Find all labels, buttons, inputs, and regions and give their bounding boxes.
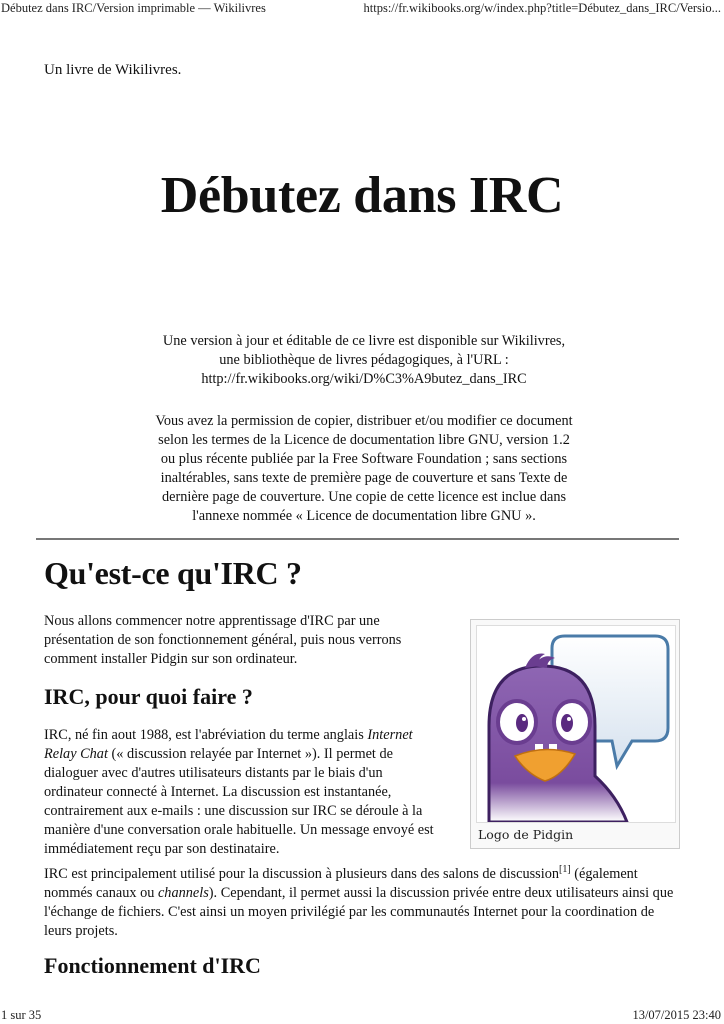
notice-line: une bibliothèque de livres pédagogiques, à l'URL :	[219, 352, 509, 368]
pidgin-logo-icon	[477, 626, 675, 822]
notice-line: Une version à jour et éditable de ce livre est disponible sur Wikilivres,	[162, 333, 566, 349]
figure-caption: Logo de Pidgin	[478, 827, 574, 842]
definition-text: (« discussion relayée par Internet »). Il permet de dialoguer avec d'autres utilisateurs distants par le biais d'un ordinateur connecté à Internet. La discussion est instantanée, contrairement aux e-mails : une discussion sur IRC se déroule à la manière d'une conversation orale habituelle. Un message envoyé est immédiatement reçu par son destinataire.	[44, 746, 434, 857]
usage-text: (également nommés canaux ou	[44, 866, 638, 901]
print-header-url: https://fr.wikibooks.org/w/index.php?title=Débutez_dans_IRC/Versio...	[363, 1, 721, 15]
version-notice	[140, 332, 588, 389]
notice-url-link[interactable]: http://fr.wikibooks.org/wiki/D%C3%A9butez_dans_IRC	[201, 371, 527, 387]
intro-paragraph	[44, 612, 424, 669]
intro-line: comment installer Pidgin sur son ordinateur.	[44, 651, 298, 667]
section-heading-how-irc-works: Fonctionnement d'IRC	[44, 953, 261, 978]
print-header-title: Débutez dans IRC/Version imprimable — Wikilivres	[1, 1, 266, 15]
usage-text: ). Cependant, il permet aussi la discussion privée entre deux utilisateurs ainsi que l'échange de fichiers. C'est ainsi un moyen privilégié par les communautés Internet pour la coordination de leurs projets.	[44, 885, 674, 939]
reference-link[interactable]: [1]	[559, 864, 571, 876]
license-notice	[140, 412, 588, 526]
page-counter: 1 sur 35	[1, 1008, 42, 1022]
license-line: l'annexe nommée « Licence de documentation libre GNU ».	[192, 508, 536, 524]
usage-text: IRC est principalement utilisé pour la discussion à plusieurs dans des salons de discussion	[44, 866, 560, 882]
license-line: inaltérables, sans texte de première page de couverture et sans Texte de	[160, 470, 568, 486]
book-tagline: Un livre de Wikilivres.	[44, 62, 182, 78]
pidgin-logo-image[interactable]	[476, 625, 676, 823]
pidgin-figure	[470, 619, 680, 849]
book-title: Débutez dans IRC	[160, 167, 564, 224]
section-heading-what-is-irc: Qu'est-ce qu'IRC ?	[44, 555, 302, 591]
license-line: selon les termes de la Licence de documentation libre GNU, version 1.2	[158, 432, 570, 448]
section-heading-irc-why: IRC, pour quoi faire ?	[44, 684, 253, 709]
definition-text: IRC, né fin aout 1988, est l'abréviation du terme anglais	[44, 727, 368, 743]
usage-term: channels	[157, 885, 209, 901]
intro-line: présentation de son fonctionnement général, puis nous verrons	[44, 632, 402, 648]
intro-line: Nous allons commencer notre apprentissage d'IRC par une	[44, 613, 380, 629]
license-line: Vous avez la permission de copier, distribuer et/ou modifier ce document	[155, 413, 573, 429]
definition-term: Internet Relay Chat	[44, 727, 413, 762]
usage-paragraph	[44, 865, 684, 941]
license-line: dernière page de couverture. Une copie de cette licence est inclue dans	[161, 489, 567, 505]
print-timestamp: 13/07/2015 23:40	[632, 1008, 721, 1022]
definition-paragraph	[44, 726, 434, 859]
section-divider	[36, 538, 679, 540]
license-line: ou plus récente publiée par la Free Software Foundation ; sans sections	[160, 451, 568, 467]
